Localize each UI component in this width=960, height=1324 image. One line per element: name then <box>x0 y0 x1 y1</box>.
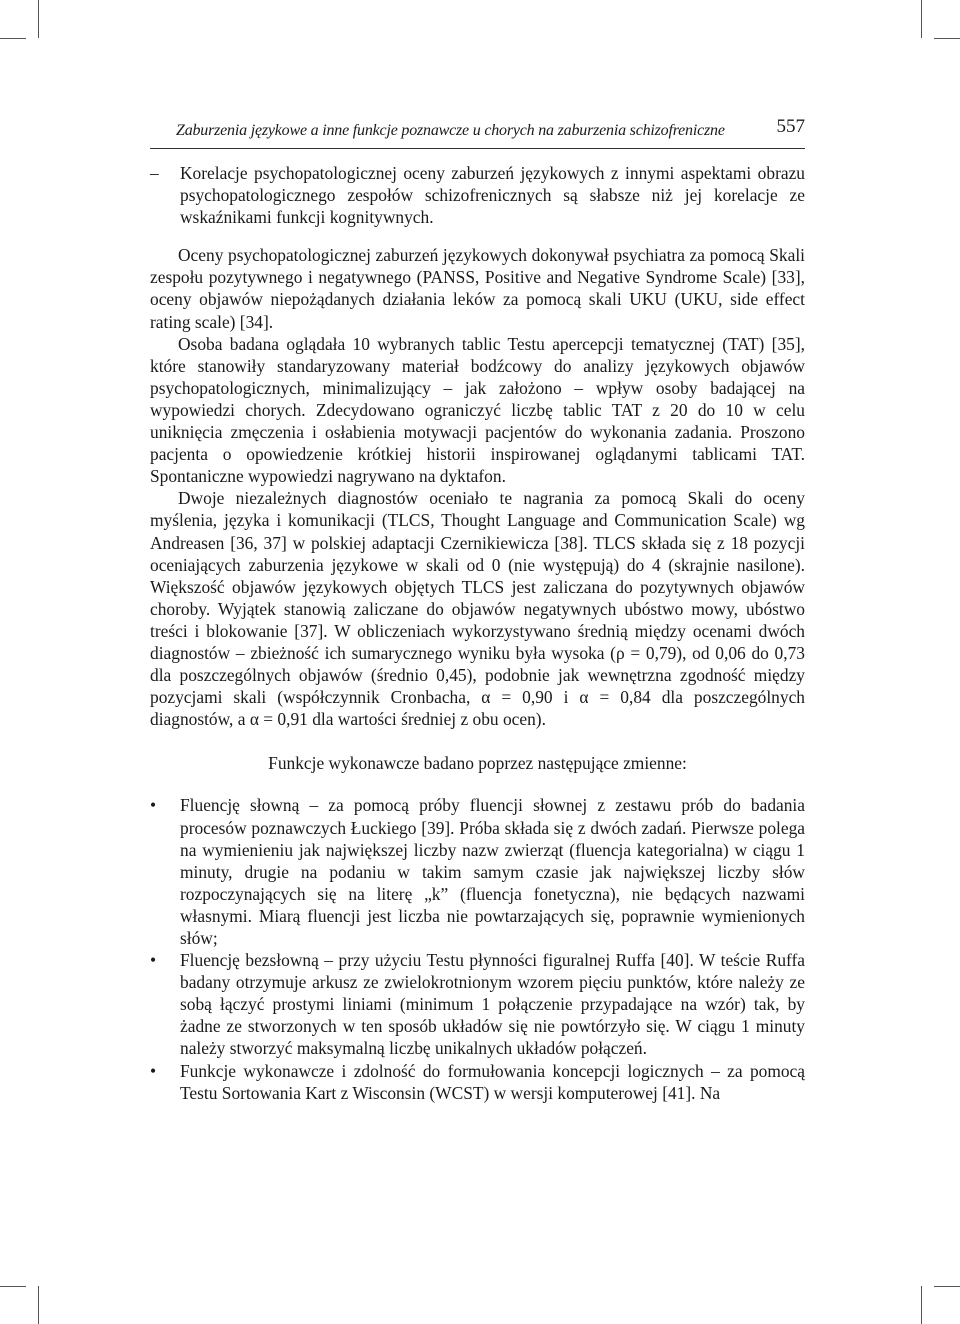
article-body <box>150 162 805 1104</box>
crop-mark <box>38 1286 39 1324</box>
dash-item-text: Korelacje psychopatologicznej oceny zaburzeń językowych z innymi aspektami obrazu psychopatologicznego zespołów schizofrenicznych są słabsze niż jej korelacje ze wskaźnikami funkcji kognitywnych. <box>180 163 805 228</box>
crop-mark <box>0 38 26 39</box>
crop-mark <box>934 1286 960 1287</box>
paragraph: Osoba badana oglądała 10 wybranych tablic Testu apercepcji tematycznej (TAT) [35], które stanowiły standaryzowany materiał bodźcowy do analizy językowych objawów psychopatologicznych, minimalizujący – jak założono – wpływ osoby badającej na wypowiedzi chorych. Zdecydowano ograniczyć liczbę tablic TAT z 20 do 10 w celu uniknięcia zmęczenia i osłabienia motywacji pacjentów do wykonania zadania. Proszono pacjenta o opowiedzenie krótkiej historii inspirowanej oglądanymi tablicami TAT. Spontaniczne wypowiedzi nagrywano na dyktafon. <box>150 333 805 487</box>
crop-mark <box>934 38 960 39</box>
dash-list-item <box>150 162 805 228</box>
dash-marker: – <box>150 163 159 183</box>
running-head: Zaburzenia językowe a inne funkcje poznawcze u chorych na zaburzenia schizofreniczne <box>176 122 725 139</box>
crop-mark <box>921 0 922 38</box>
list-item-text: Funkcje wykonawcze i zdolność do formułowania koncepcji logicznych – za pomocą Testu Sortowania Kart z Wisconsin (WCST) w wersji komputerowej [41]. Na <box>180 1060 805 1103</box>
bullet-marker: • <box>150 795 157 816</box>
list-item <box>150 794 805 949</box>
section-intro: Funkcje wykonawcze badano poprzez następujące zmienne: <box>268 753 687 774</box>
crop-mark <box>38 0 39 38</box>
page-number: 557 <box>776 116 805 137</box>
list-item-text: Fluencję bezsłowną – przy użyciu Testu płynności figuralnej Ruffa [40]. W teście Ruffa badany otrzymuje arkusz ze zwielokrotnionym wzorem pięciu punktów, które należy ze sobą łączyć prostymi liniami (minimum 1 połączenie przypadające na wzór) tak, by żadne ze stworzonych w ten sposób układów się nie powtórzyło się. W ciągu 1 minuty należy stworzyć maksymalną liczbę unikalnych układów połączeń. <box>180 950 805 1059</box>
crop-mark <box>921 1286 922 1324</box>
paragraph: Oceny psychopatologicznej zaburzeń językowych dokonywał psychiatra za pomocą Skali zespołu pozytywnego i negatywnego (PANSS, Positive and Negative Syndrome Scale) [33], oceny objawów niepożądanych działania leków za pomocą skali UKU (UKU, side effect rating scale) [34]. <box>150 245 805 332</box>
page-header <box>150 114 805 149</box>
bullet-list <box>150 794 805 1103</box>
paragraph: Dwoje niezależnych diagnostów oceniało te nagrania za pomocą Skali do oceny myślenia, języka i komunikacji (TLCS, Thought Language and Communication Scale) wg Andreasen [36, 37] w polskiej adaptacji Czernikiewicza [38]. TLCS składa się z 18 pozycji oceniających zaburzenia językowe w skali od 0 (nie występują) do 4 (skrajnie nasilone). Większość objawów językowych objętych TLCS jest zaliczana do pozytywnych objawów choroby. Wyjątek stanowią zaliczane do objawów negatywnych ubóstwo mowy, ubóstwo treści i blokowanie [37]. W obliczeniach wykorzystywano średnią między ocenami dwóch diagnostów – zbieżność ich sumarycznego wyniku była wysoka (ρ = 0,79), od 0,06 do 0,73 dla poszczególnych objawów (średnio 0,45), podobnie jak wewnętrzna zgodność między pozycjami skali (współczynnik Cronbacha, α = 0,90 i α = 0,84 dla poszczególnych diagnostów, a α = 0,91 dla wartości średniej z obu ocen). <box>150 488 805 730</box>
list-item-text: Fluencję słowną – za pomocą próby fluencji słownej z zestawu prób do badania procesów poznawczych Łuckiego [39]. Próba składa się z dwóch zadań. Pierwsze polega na wymienieniu jak największej liczby nazw zwierząt (fluencja kategorialna) w ciągu 1 minuty, drugie na podaniu w takim samym czasie jak największej liczby słów rozpoczynających się na literę „k” (fluencja fonetyczna), nie będących nazwami własnymi. Miarą fluencji jest liczba nie powtarzających się, poprawnie wymienionych słów; <box>180 795 805 948</box>
bullet-marker: • <box>150 1060 157 1081</box>
crop-mark <box>0 1286 26 1287</box>
list-item <box>150 949 805 1059</box>
bullet-marker: • <box>150 950 157 971</box>
list-item <box>150 1060 805 1104</box>
